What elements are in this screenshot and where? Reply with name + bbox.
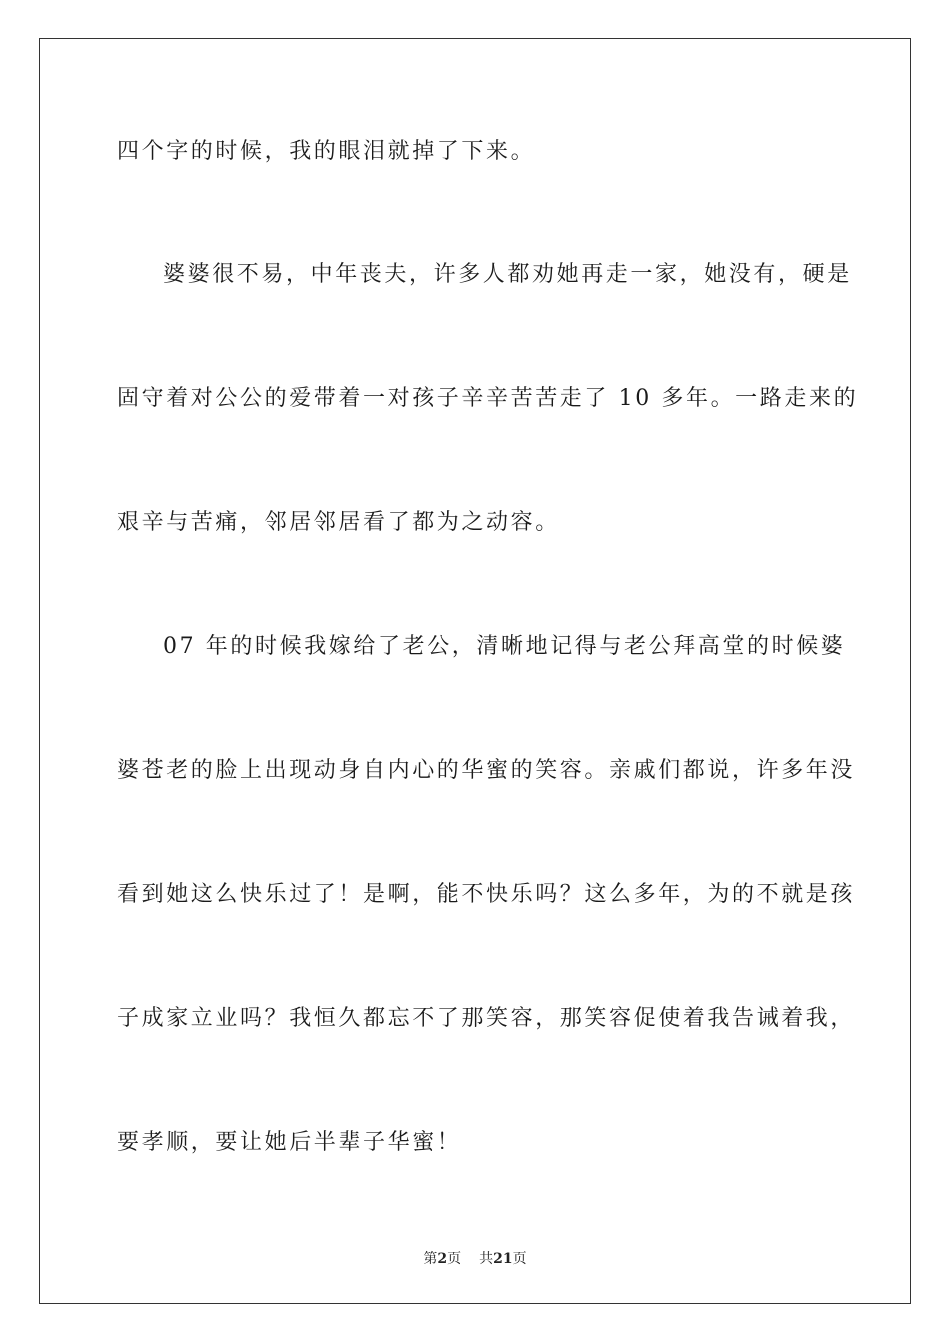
page-label-prefix: 第 (423, 1251, 438, 1267)
text-line: 固守着对公公的爱带着一对孩子辛辛苦苦走了 10 多年。一路走来的 (117, 386, 859, 411)
text-line: 看到她这么快乐过了！是啊，能不快乐吗？这么多年，为的不就是孩 (117, 882, 856, 907)
page-label-suffix: 页 (447, 1251, 462, 1267)
page-footer (0, 1248, 950, 1268)
text-line: 要孝顺，要让她后半辈子华蜜！ (117, 1130, 462, 1155)
total-label-suffix: 页 (512, 1251, 527, 1267)
page-border (39, 38, 911, 1304)
text-line: 婆苍老的脸上出现动身自内心的华蜜的笑容。亲戚们都说，许多年没 (117, 758, 856, 783)
text-line: 艰辛与苦痛，邻居邻居看了都为之动容。 (117, 510, 560, 535)
text-line: 子成家立业吗？我恒久都忘不了那笑容，那笑容促使着我告诫着我， (117, 1006, 856, 1031)
total-pages: 21 (493, 1251, 513, 1267)
paragraph-start: 07 年的时候我嫁给了老公，清晰地记得与老公拜高堂的时候婆 (163, 634, 846, 659)
page-number: 2 (437, 1251, 448, 1267)
paragraph-start: 婆婆很不易，中年丧夫，许多人都劝她再走一家，她没有，硬是 (163, 262, 852, 287)
total-label-prefix: 共 (479, 1251, 494, 1267)
text-line: 四个字的时候，我的眼泪就掉了下来。 (117, 139, 536, 164)
